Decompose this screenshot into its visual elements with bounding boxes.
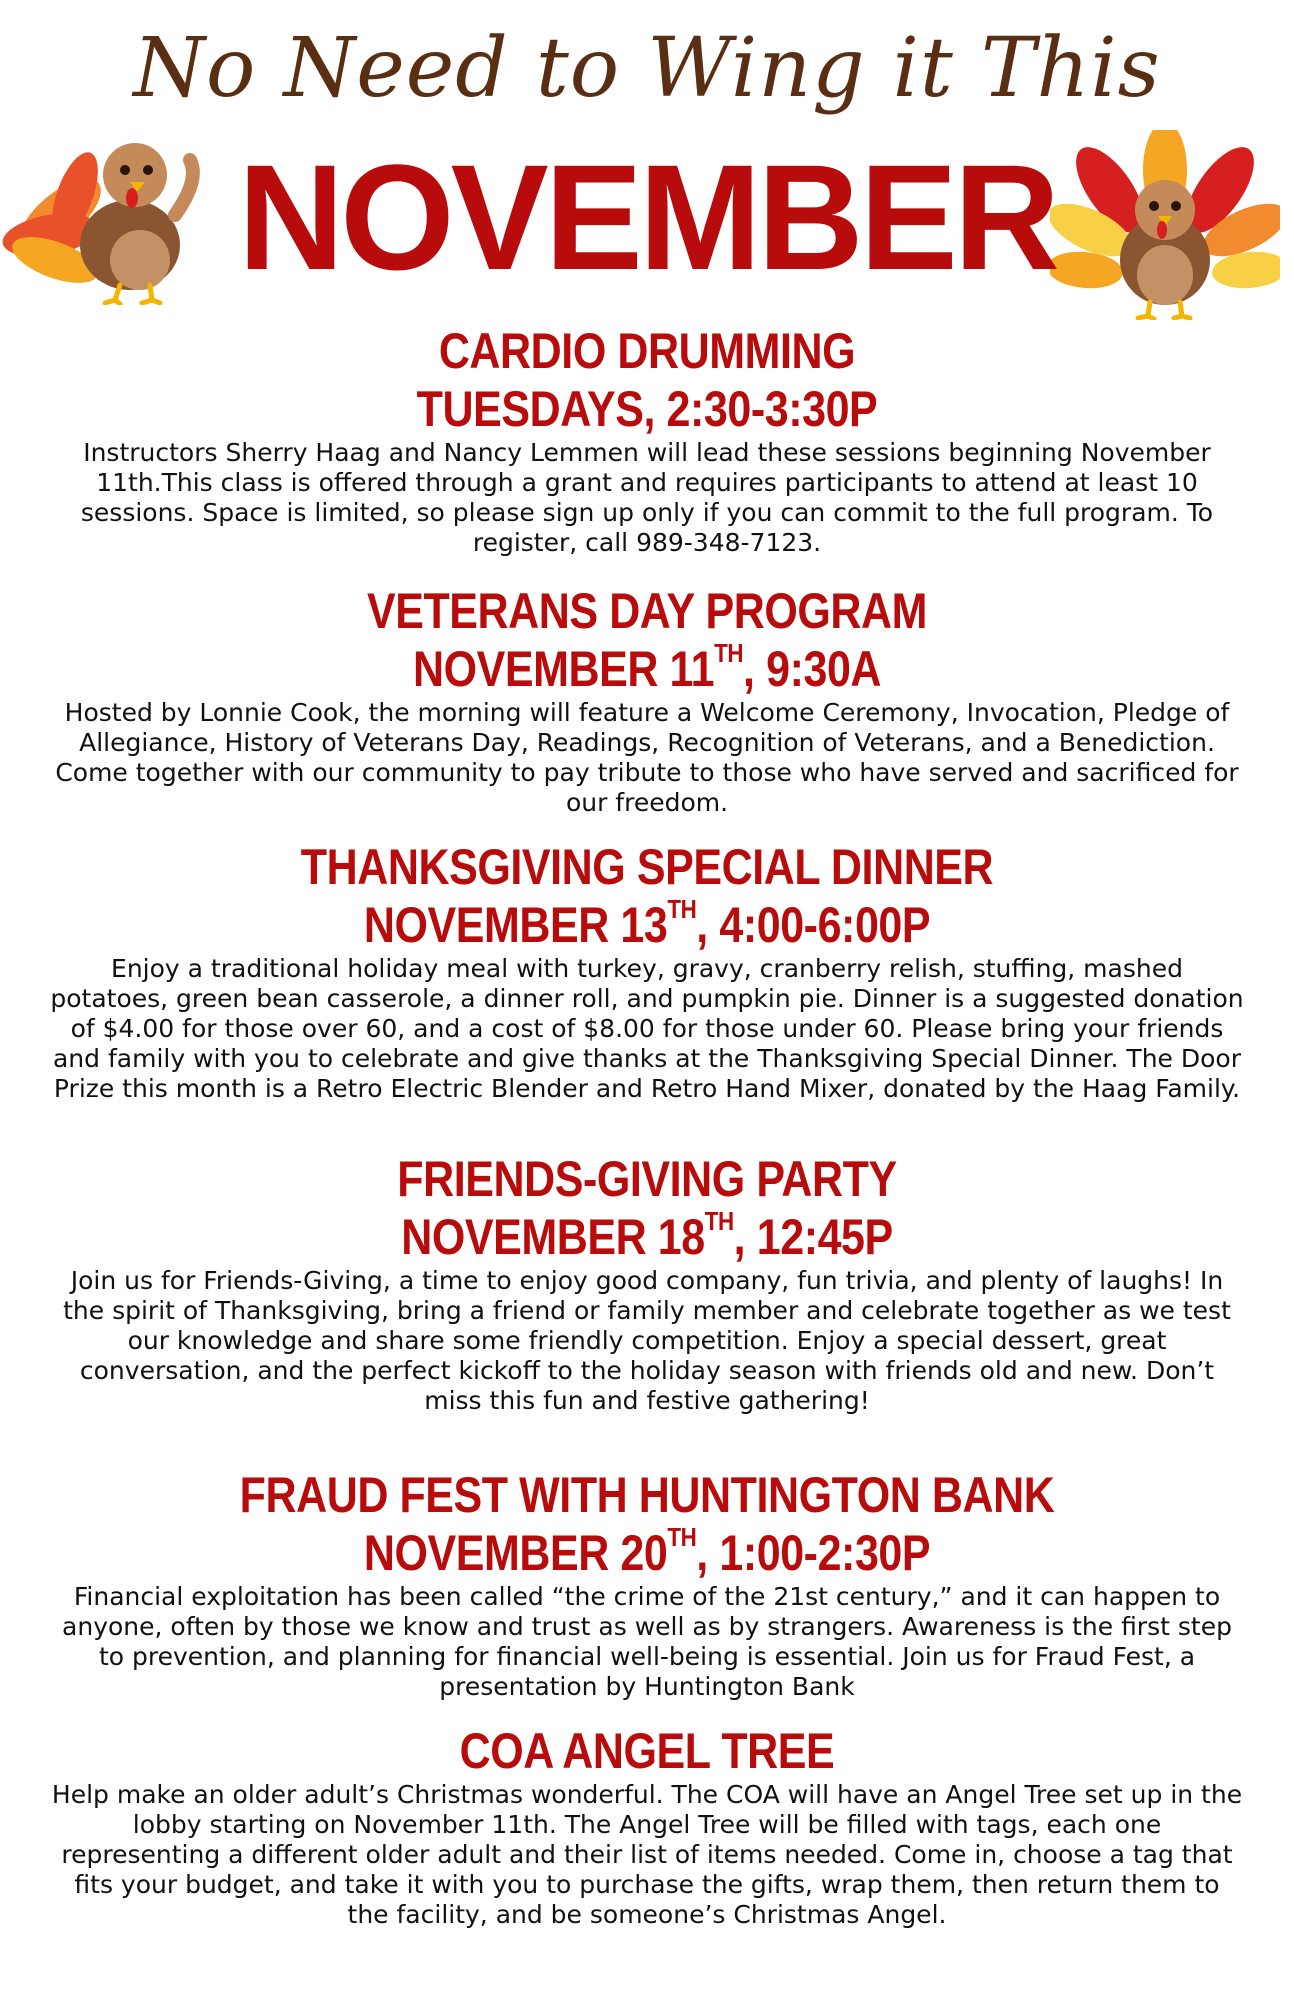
event-title: COA ANGEL TREE	[459, 1723, 835, 1779]
event-when-date: NOVEMBER 11	[412, 641, 715, 697]
event-when-ordinal: TH	[667, 1522, 697, 1552]
event-friends-giving	[50, 1150, 1244, 1416]
event-when-date: NOVEMBER 20	[363, 1525, 668, 1581]
event-when	[134, 380, 1161, 438]
event-when	[134, 896, 1161, 954]
event-title: CARDIO DRUMMING	[438, 323, 856, 379]
event-when-time: , 9:30A	[743, 641, 882, 697]
event-title: VETERANS DAY PROGRAM	[366, 583, 928, 639]
event-when-date: NOVEMBER 18	[401, 1209, 705, 1265]
event-when-time: , 4:00-6:00P	[696, 897, 931, 953]
event-veterans-day	[50, 582, 1244, 818]
event-fraud-fest	[50, 1466, 1244, 1702]
event-when	[134, 1524, 1161, 1582]
event-when-date: NOVEMBER 13	[363, 897, 668, 953]
main-title: NOVEMBER	[237, 133, 1057, 301]
script-title: No Need to Wing it This	[133, 21, 1161, 116]
event-description: Hosted by Lonnie Cook, the morning will feature a Welcome Ceremony, Invocation, Pledge of Allegiance, History of Veterans Day, Readings, Recognition of Veterans, and a Benediction. Come together with our community to pay tribute to those who have served and sacrificed for our freedom.	[55, 698, 1239, 817]
event-description: Enjoy a traditional holiday meal with turkey, gravy, cranberry relish, stuffing, mashed potatoes, green bean casserole, a dinner roll, and pumpkin pie. Dinner is a suggested donation of $4.00 for those over 60, and a cost of $8.00 for those under 60. Please bring your friends and family with you to celebrate and give thanks at the Thanksgiving Special Dinner. The Door Prize this month is a Retro Electric Blender and Retro Hand Mixer, donated by the Haag Family.	[50, 954, 1244, 1103]
event-when-ordinal: TH	[714, 638, 744, 668]
event-title: THANKSGIVING SPECIAL DINNER	[300, 839, 994, 895]
event-when	[134, 640, 1161, 698]
event-cardio-drumming	[50, 322, 1244, 558]
event-description: Join us for Friends-Giving, a time to enjoy good company, fun trivia, and plenty of laughs! In the spirit of Thanksgiving, bring a friend or family member and celebrate together as we test our knowledge and share some friendly competition. Enjoy a special dessert, great conversation, and the perfect kickoff to the holiday season with friends old and new. Don’t miss this fun and festive gathering!	[63, 1266, 1231, 1415]
event-title: FRIENDS-GIVING PARTY	[397, 1151, 897, 1207]
event-when-text: TUESDAYS, 2:30-3:30P	[416, 381, 878, 437]
event-angel-tree	[50, 1722, 1244, 1930]
event-thanksgiving-dinner	[50, 838, 1244, 1104]
event-when-time: , 1:00-2:30P	[696, 1525, 931, 1581]
event-when	[134, 1208, 1161, 1266]
event-when-ordinal: TH	[704, 1206, 734, 1236]
event-when-ordinal: TH	[667, 894, 697, 924]
event-title: FRAUD FEST WITH HUNTINGTON BANK	[239, 1467, 1055, 1523]
event-description: Financial exploitation has been called “the crime of the 21st century,” and it can happen to anyone, often by those we know and trust as well as by strangers. Awareness is the first step to prevention, and planning for financial well-being is essential. Join us for Fraud Fest, a presentation by Huntington Bank	[62, 1582, 1232, 1701]
event-description: Help make an older adult’s Christmas wonderful. The COA will have an Angel Tree set up in the lobby starting on November 11th. The Angel Tree will be filled with tags, each one representing a different older adult and their list of items needed. Come in, choose a tag that fits your budget, and take it with you to purchase the gifts, wrap them, then return them to the facility, and be someone’s Christmas Angel.	[51, 1780, 1243, 1929]
event-description: Instructors Sherry Haag and Nancy Lemmen will lead these sessions beginning November 11th.This class is offered through a grant and requires participants to attend at least 10 sessions. Space is limited, so please sign up only if you can commit to the full program. To register, call 989-348-7123.	[80, 438, 1214, 557]
event-when-time: , 12:45P	[733, 1209, 893, 1265]
